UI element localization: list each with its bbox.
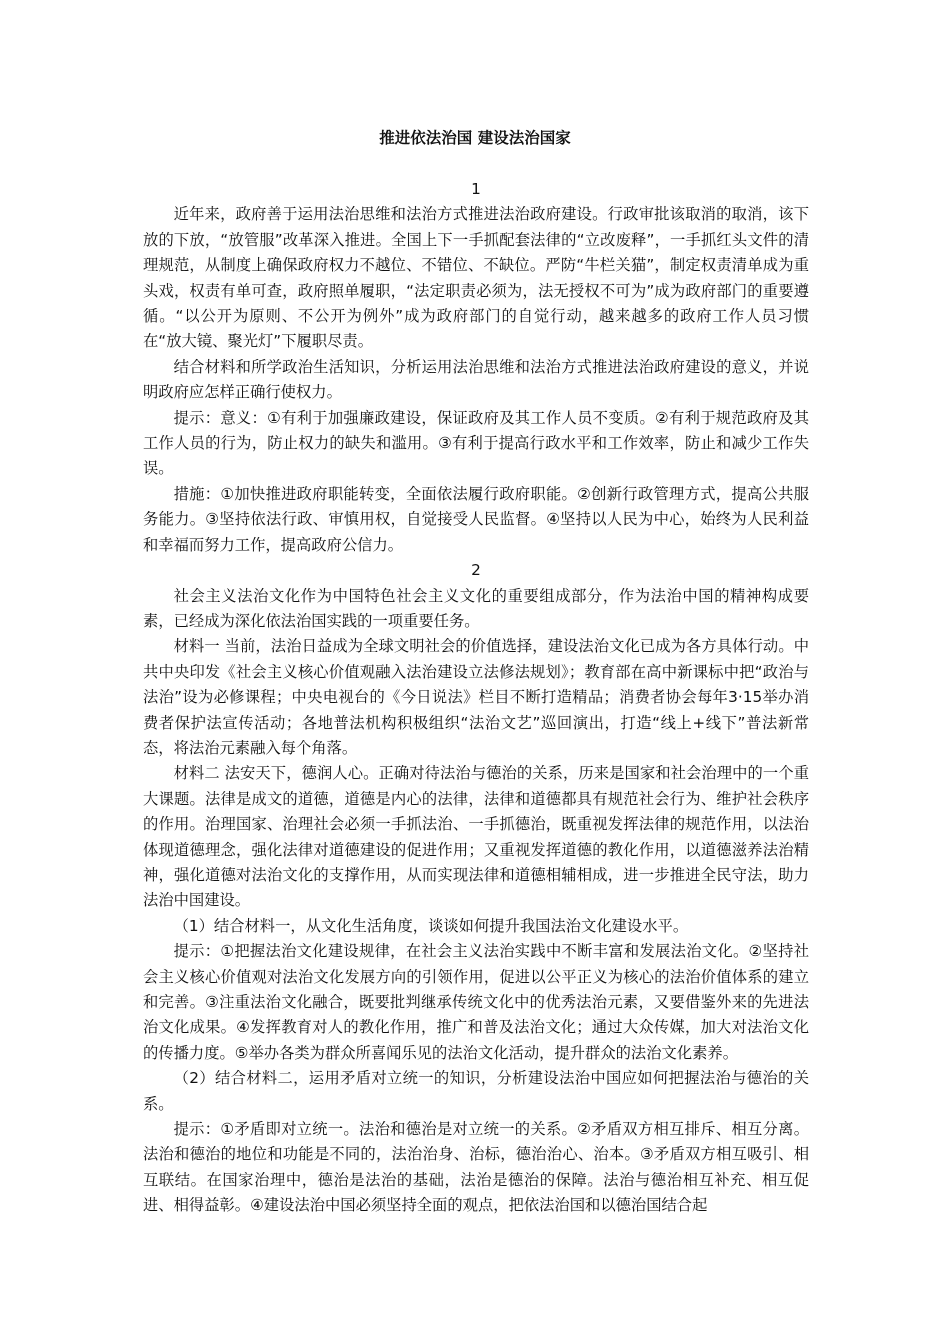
paragraph: 措施：①加快推进政府职能转变，全面依法履行政府职能。②创新行政管理方式，提高公共服务能力。③坚持依法行政、审慎用权，自觉接受人民监督。④坚持以人民为中心，始终为人民利益和幸福而努力工作，提高政府公信力。 [143, 484, 809, 554]
paragraph: （1）结合材料一，从文化生活角度，谈谈如何提升我国法治文化建设水平。 [173, 916, 689, 935]
document-title: 推进依法治国 建设法治国家 [379, 129, 571, 147]
paragraph: 材料一 当前，法治日益成为全球文明社会的价值选择，建设法治文化已成为各方具体行动。中共中央印发《社会主义核心价值观融入法治建设立法修法规划》；教育部在高中新课标中把“政治与法治”设为必修课程；中央电视台的《今日说法》栏目不断打造精品；消费者协会每年3·15举办消费者保护法宣传活动；各地普法机构积极组织“法治文艺”巡回演出，打造“线上+线下”普法新常态，将法治元素融入每个角落。 [143, 637, 809, 757]
paragraph: 提示：①把握法治文化建设规律，在社会主义法治实践中不断丰富和发展法治文化。②坚持社会主义核心价值观对法治文化发展方向的引领作用，促进以公平正义为核心的法治价值体系的建立和完善。③注重法治文化融合，既要批判继承传统文化中的优秀法治元素，又要借鉴外来的先进法治文化成果。④发挥教育对人的教化作用，推广和普及法治文化；通过大众传媒，加大对法治文化的传播力度。⑤举办各类为群众所喜闻乐见的法治文化活动，提升群众的法治文化素养。 [143, 942, 809, 1062]
paragraph: 材料二 法安天下，德润人心。正确对待法治与德治的关系，历来是国家和社会治理中的一个重大课题。法律是成文的道德，道德是内心的法律，法律和道德都具有规范社会行为、维护社会秩序的作用。治理国家、治理社会必须一手抓法治、一手抓德治，既重视发挥法律的规范作用，以法治体现道德理念，强化法律对道德建设的促进作用；又重视发挥道德的教化作用，以道德滋养法治精神，强化道德对法治文化的支撑作用，从而实现法律和道德相辅相成，进一步推进全民守法，助力法治中国建设。 [143, 764, 809, 910]
paragraph: 提示：①矛盾即对立统一。法治和德治是对立统一的关系。②矛盾双方相互排斥、相互分离。法治和德治的地位和功能是不同的，法治治身、治标，德治治心、治本。③矛盾双方相互吸引、相互联结。在国家治理中，德治是法治的基础，法治是德治的保障。法治与德治相互补充、相互促进、相得益彰。④建设法治中国必须坚持全面的观点，把依法治国和以德治国结合起 [143, 1120, 809, 1215]
document-body [143, 177, 809, 1219]
paragraph: 近年来，政府善于运用法治思维和法治方式推进法治政府建设。行政审批该取消的取消，该下放的下放，“放管服”改革深入推进。全国上下一手抓配套法律的“立改废释”，一手抓红头文件的清理规范，从制度上确保政府权力不越位、不错位、不缺位。严防“牛栏关猫”，制定权责清单成为重头戏，权责有单可查，政府照单履职，“法定职责必须为，法无授权不可为”成为政府部门的重要遵循。“以公开为原则、不公开为例外”成为政府部门的自觉行动，越来越多的政府工作人员习惯在“放大镜、聚光灯”下履职尽责。 [143, 205, 809, 351]
section-number: 2 [471, 561, 481, 580]
paragraph: 结合材料和所学政治生活知识，分析运用法治思维和法治方式推进法治政府建设的意义，并说明政府应怎样正确行使权力。 [143, 357, 809, 402]
paragraph: 提示：意义：①有利于加强廉政建设，保证政府及其工作人员不变质。②有利于规范政府及其工作人员的行为，防止权力的缺失和滥用。③有利于提高行政水平和工作效率，防止和减少工作失误。 [143, 408, 809, 478]
section-number: 1 [471, 180, 481, 198]
paragraph: 社会主义法治文化作为中国特色社会主义文化的重要组成部分，作为法治中国的精神构成要素，已经成为深化依法治国实践的一项重要任务。 [143, 586, 809, 630]
paragraph: （2）结合材料二，运用矛盾对立统一的知识，分析建设法治中国应如何把握法治与德治的关系。 [143, 1069, 809, 1113]
